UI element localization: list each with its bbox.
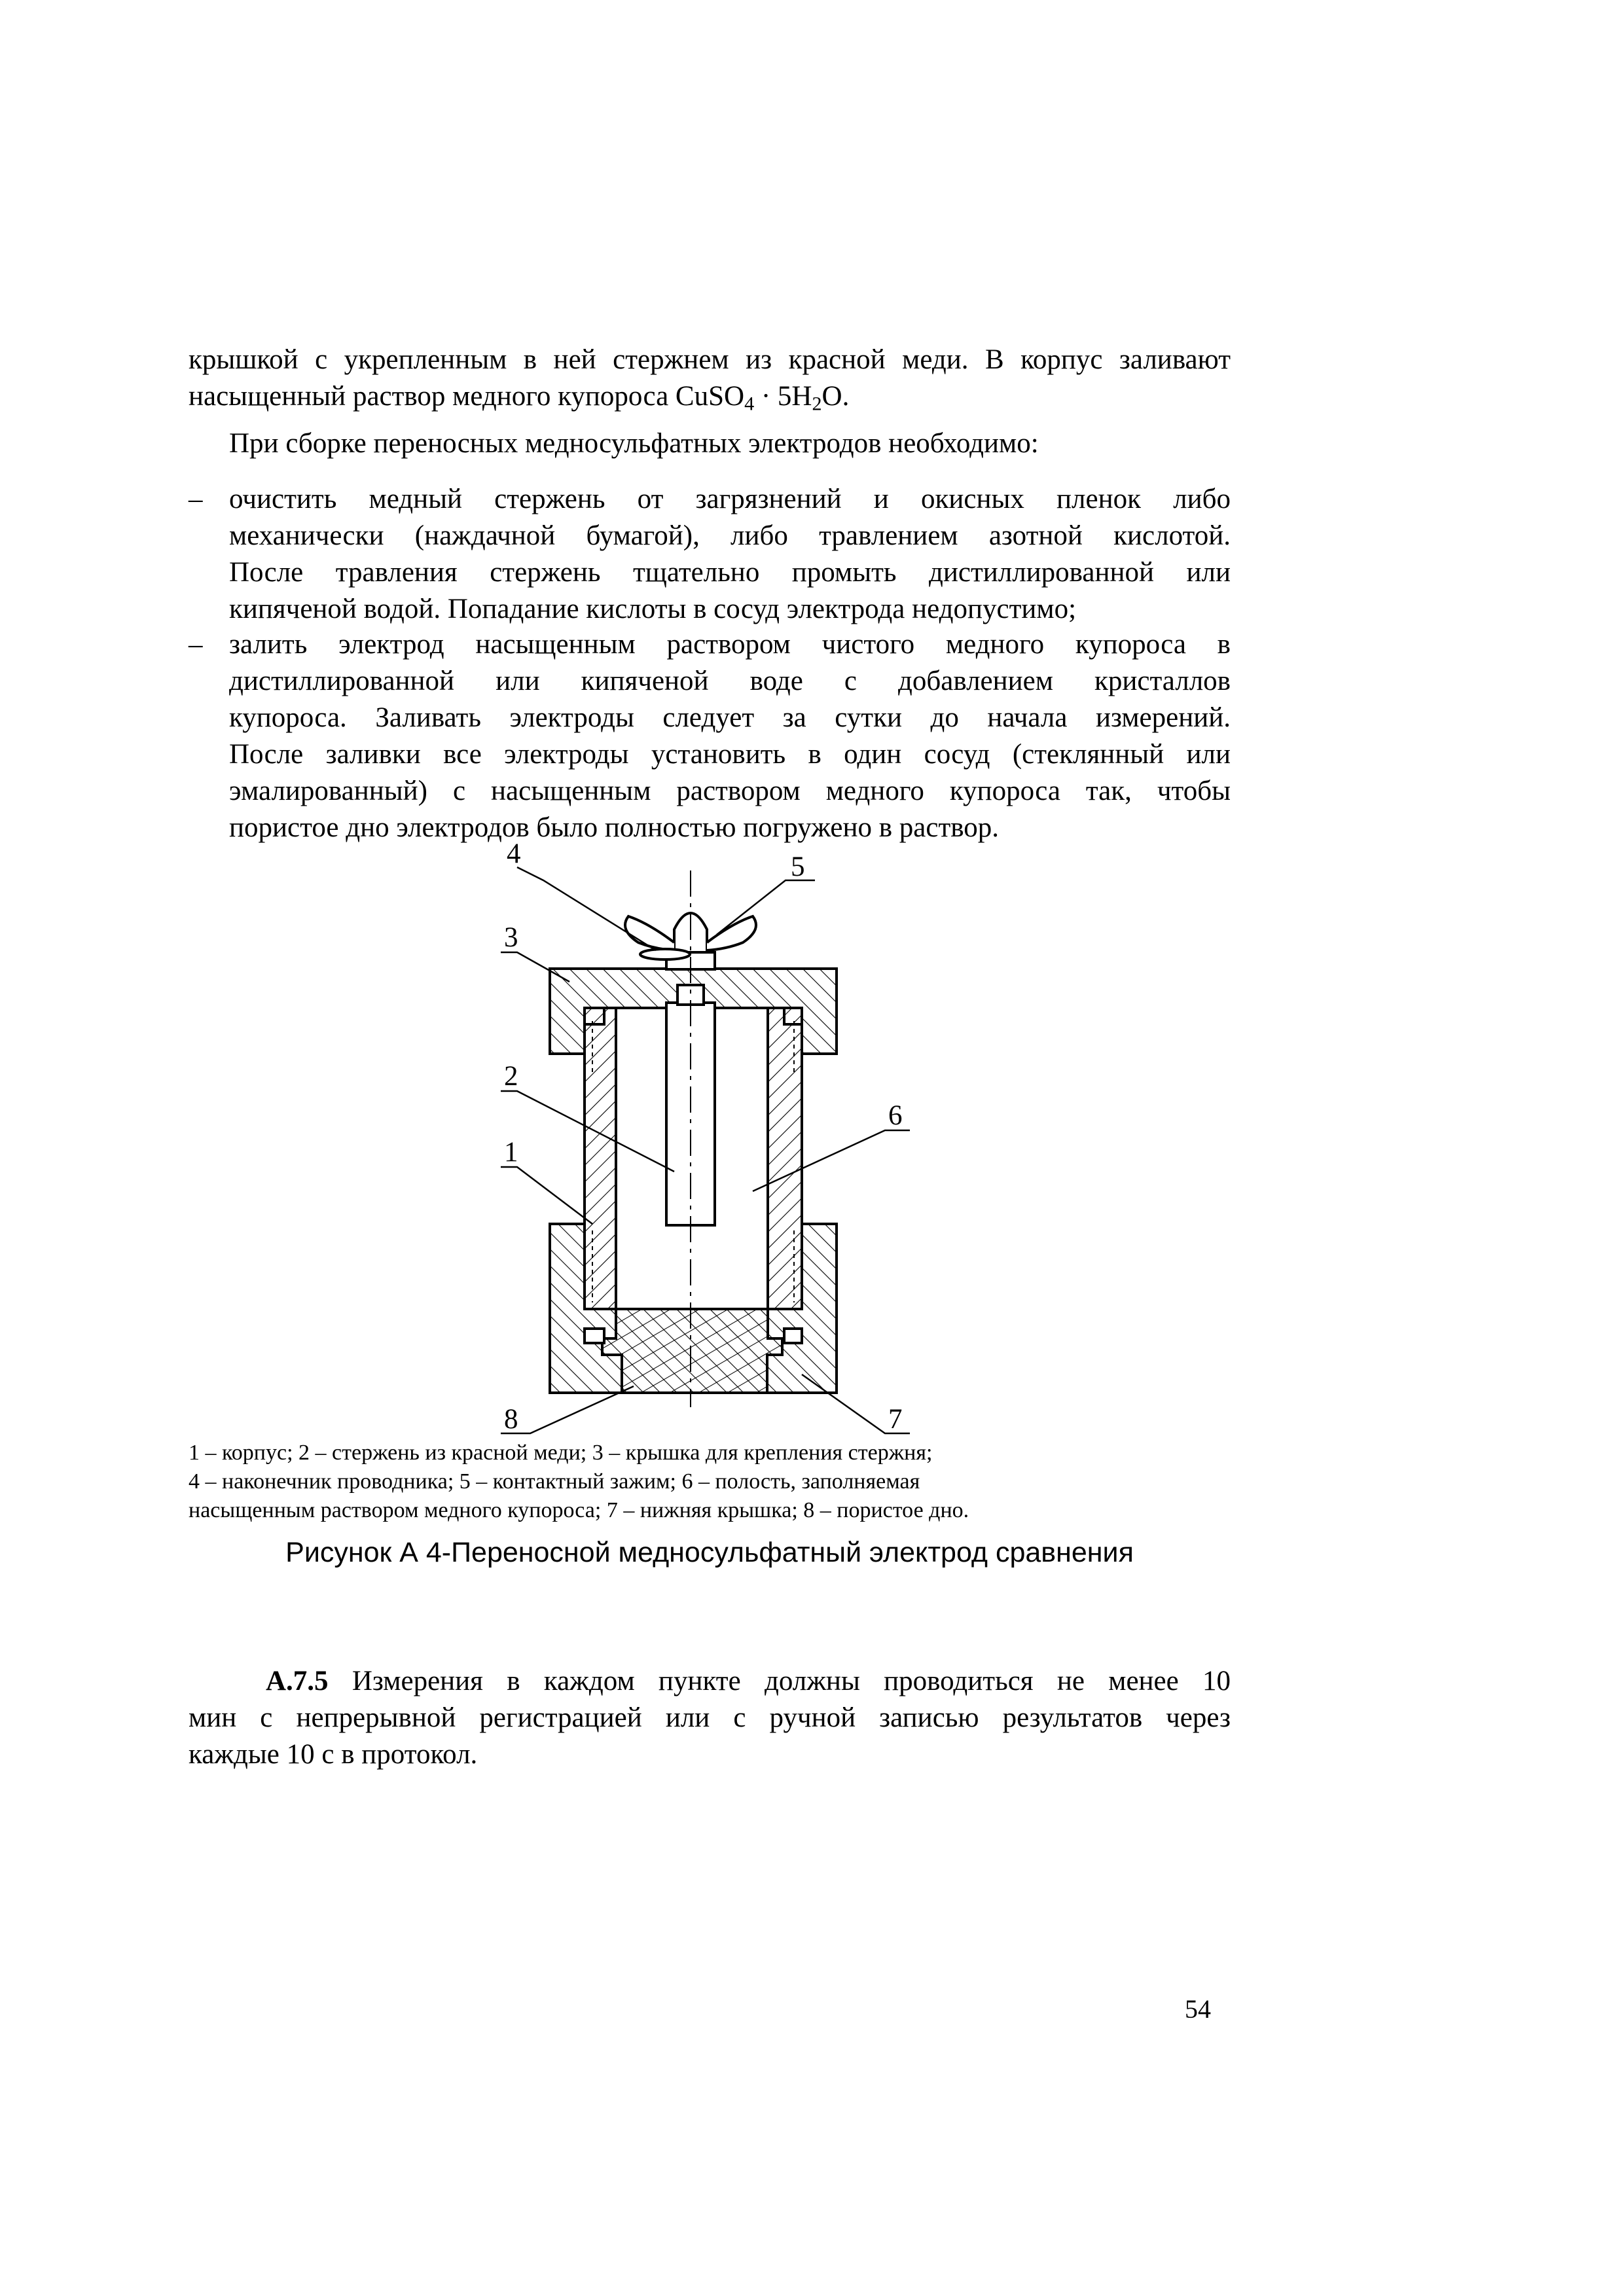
wing-left: [625, 916, 674, 950]
bullet-line: очистить медный стержень от загрязнений и окисных пленок либо: [229, 484, 1231, 514]
formula-middle: · 5H: [754, 381, 812, 412]
section-line-2: мин с непрерывной регистрацией или с ручной записью результатов через: [189, 1702, 1231, 1733]
section-number: А.7.5: [266, 1666, 329, 1696]
section-line-1-text: Измерения в каждом пункте должны проводиться не менее 10: [328, 1666, 1231, 1696]
bullet-line: пористое дно электродов было полностью погружено в раствор.: [229, 812, 999, 843]
label-6: 6: [888, 1100, 903, 1131]
body-wall-left: [585, 1008, 616, 1309]
label-7: 7: [888, 1404, 903, 1435]
conductor-tip: [640, 949, 690, 960]
page-number: 54: [1185, 1994, 1211, 2024]
porous-bottom: [602, 1309, 782, 1393]
bullet-dash: –: [189, 484, 203, 514]
formula-subscript-2: 2: [812, 392, 822, 415]
figure-caption: Рисунок А 4-Переносной медносульфатный электрод сравнения: [285, 1537, 1134, 1568]
legend-line: 1 – корпус; 2 – стержень из красной меди; 3 – крышка для крепления стержня;: [189, 1441, 933, 1465]
bullet-line: эмалированный) с насыщенным раствором медного купороса так, чтобы: [229, 776, 1231, 806]
formula-subscript-4: 4: [744, 392, 755, 415]
legend-line: насыщенным раствором медного купороса; 7 – нижняя крышка; 8 – пористое дно.: [189, 1498, 969, 1522]
bullet-line: После заливки все электроды установить в один сосуд (стеклянный или: [229, 739, 1231, 770]
intro-line-1: крышкой с укрепленным в ней стержнем из красной меди. В корпус заливают: [189, 344, 1231, 375]
bullet-line: кипяченой водой. Попадание кислоты в сосуд электрода недопустимо;: [229, 594, 1077, 624]
legend-line: 4 – наконечник проводника; 5 – контактный зажим; 6 – полость, заполняемая: [189, 1469, 920, 1494]
section-line-3: каждые 10 с в протокол.: [189, 1739, 478, 1770]
assembly-heading: При сборке переносных медносульфатных электродов необходимо:: [229, 428, 1039, 459]
figure-legend: [189, 1439, 1231, 1525]
label-3: 3: [504, 922, 518, 953]
bullet-line: После травления стержень тщательно промыть дистиллированной или: [229, 557, 1231, 588]
label-4: 4: [507, 838, 521, 869]
label-5: 5: [791, 852, 805, 882]
body-wall-right: [768, 1008, 802, 1309]
bullet-line: залить электрод насыщенным раствором чистого медного купороса в: [229, 629, 1231, 660]
bottom-groove-right: [784, 1329, 802, 1343]
leader-1: [501, 1167, 592, 1224]
section-line-1: [189, 1663, 1231, 1700]
section-a75: [189, 1663, 1231, 1773]
label-1: 1: [504, 1137, 518, 1168]
bullet-line: механически (наждачной бумагой), либо травлением азотной кислотой.: [229, 520, 1231, 551]
label-8: 8: [504, 1404, 518, 1435]
bullet-line: дистиллированной или кипяченой воде с добавлением кристаллов: [229, 666, 1231, 696]
formula-suffix: O.: [821, 381, 850, 412]
wing-right: [707, 916, 756, 950]
intro-line-2-prefix: насыщенный раствор медного купороса CuSO: [189, 381, 745, 412]
bullet-dash: –: [189, 629, 203, 660]
bullet-line: купороса. Заливать электроды следует за сутки до начала измерений.: [229, 702, 1231, 733]
label-2: 2: [504, 1061, 518, 1092]
leader-4: [517, 867, 656, 950]
bottom-groove-left: [585, 1329, 604, 1343]
